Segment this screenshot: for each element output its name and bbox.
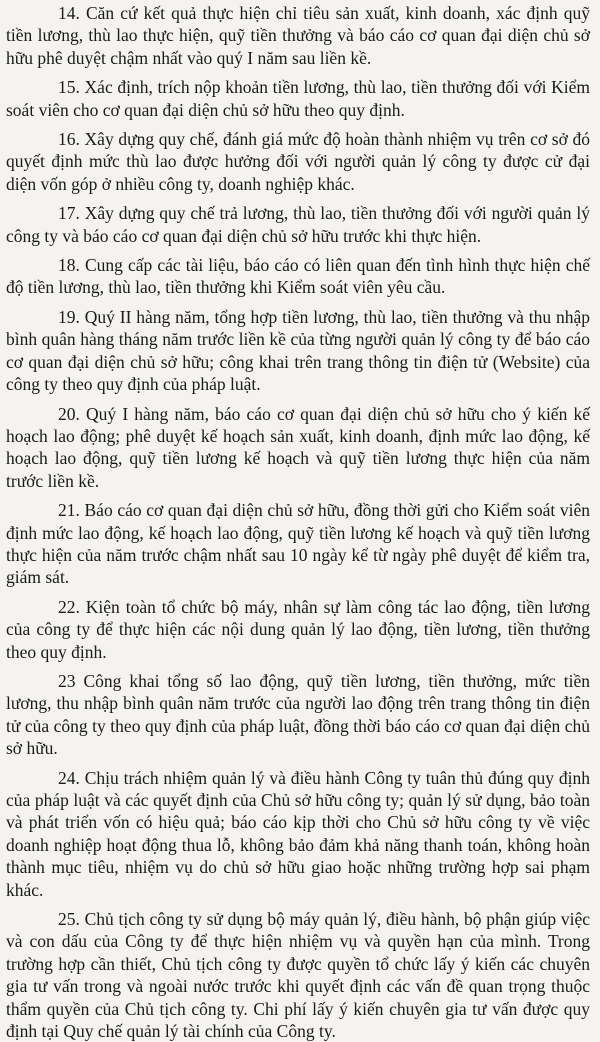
paragraph-14: 14. Căn cứ kết quả thực hiện chỉ tiêu sản xuất, kinh doanh, xác định quỹ tiền lương, thù lao thực hiện, quỹ tiền thưởng và báo cáo cơ quan đại diện chủ sở hữu phê duyệt chậm nhất vào quý I năm sau liền kề.: [6, 3, 590, 68]
paragraph-18: 18. Cung cấp các tài liệu, báo cáo có liên quan đến tình hình thực hiện chế độ tiền lương, thù lao, tiền thưởng khi Kiểm soát viên yêu cầu.: [6, 255, 590, 298]
paragraph-24: 24. Chịu trách nhiệm quản lý và điều hành Công ty tuân thủ đúng quy định của pháp luật và các quyết định của Chủ sở hữu công ty; quản lý sử dụng, bảo toàn và phát triển vốn có hiệu quả; báo cáo kịp thời cho Chủ sở hữu công ty về việc doanh nghiệp hoạt động thua lỗ, không bảo đảm khả năng thanh toán, không hoàn thành mục tiêu, nhiệm vụ do chủ sở hữu giao hoặc những trường hợp sai phạm khác.: [6, 767, 590, 900]
paragraph-23: 23 Công khai tổng số lao động, quỹ tiền lương, tiền thưởng, mức tiền lương, thu nhập bình quân năm trước của người lao động trên trang thông tin điện tử của công ty theo quy định của pháp luật, đồng thời báo cáo cơ quan đại diện chủ sở hữu.: [6, 670, 590, 759]
paragraph-16: 16. Xây dựng quy chế, đánh giá mức độ hoàn thành nhiệm vụ trên cơ sở đó quyết định mức thù lao được hưởng đối với người quản lý công ty được cử đại diện vốn góp ở nhiều công ty, doanh nghiệp khác.: [6, 129, 590, 194]
paragraph-19: 19. Quý II hàng năm, tổng hợp tiền lương, thù lao, tiền thưởng và thu nhập bình quân hàng tháng năm trước liền kề của từng người quản lý công ty để báo cáo cơ quan đại diện chủ sở hữu; công khai trên trang thông tin điện tử (Website) của công ty theo quy định của pháp luật.: [6, 306, 590, 395]
paragraph-25: 25. Chủ tịch công ty sử dụng bộ máy quản lý, điều hành, bộ phận giúp việc và con dấu của Công ty để thực hiện nhiệm vụ và quyền hạn của mình. Trong trường hợp cần thiết, Chủ tịch công ty được quyền tổ chức lấy ý kiến các chuyên gia tư vấn trong và ngoài nước trước khi quyết định các vấn đề quan trọng thuộc thẩm quyền của Chủ tịch công ty. Chi phí lấy ý kiến chuyên gia tư vấn được quy định tại Quy chế quản lý tài chính của Công ty.: [6, 909, 590, 1042]
paragraph-21: 21. Báo cáo cơ quan đại diện chủ sở hữu, đồng thời gửi cho Kiểm soát viên định mức lao động, kế hoạch lao động, quỹ tiền lương kế hoạch và quỹ tiền lương thực hiện của năm trước chậm nhất sau 10 ngày kể từ ngày phê duyệt để kiểm tra, giám sát.: [6, 500, 590, 588]
paragraph-17: 17. Xây dựng quy chế trả lương, thù lao, tiền thưởng đối với người quản lý công ty và báo cáo cơ quan đại diện chủ sở hữu trước khi thực hiện.: [6, 203, 590, 246]
paragraph-22: 22. Kiện toàn tổ chức bộ máy, nhân sự làm công tác lao động, tiền lương của công ty để thực hiện các nội dung quản lý lao động, tiền lương, tiền thưởng theo quy định.: [6, 596, 590, 662]
paragraph-15: 15. Xác định, trích nộp khoản tiền lương, thù lao, tiền thưởng đối với Kiểm soát viên cho cơ quan đại diện chủ sở hữu theo quy định.: [6, 77, 590, 120]
paragraph-20: 20. Quý I hàng năm, báo cáo cơ quan đại diện chủ sở hữu cho ý kiến kế hoạch lao động; phê duyệt kế hoạch sản xuất, kinh doanh, định mức lao động, kế hoạch lao động, quỹ tiền lương kế hoạch và quỹ tiền lương thực hiện của năm trước liền kề.: [6, 403, 590, 491]
